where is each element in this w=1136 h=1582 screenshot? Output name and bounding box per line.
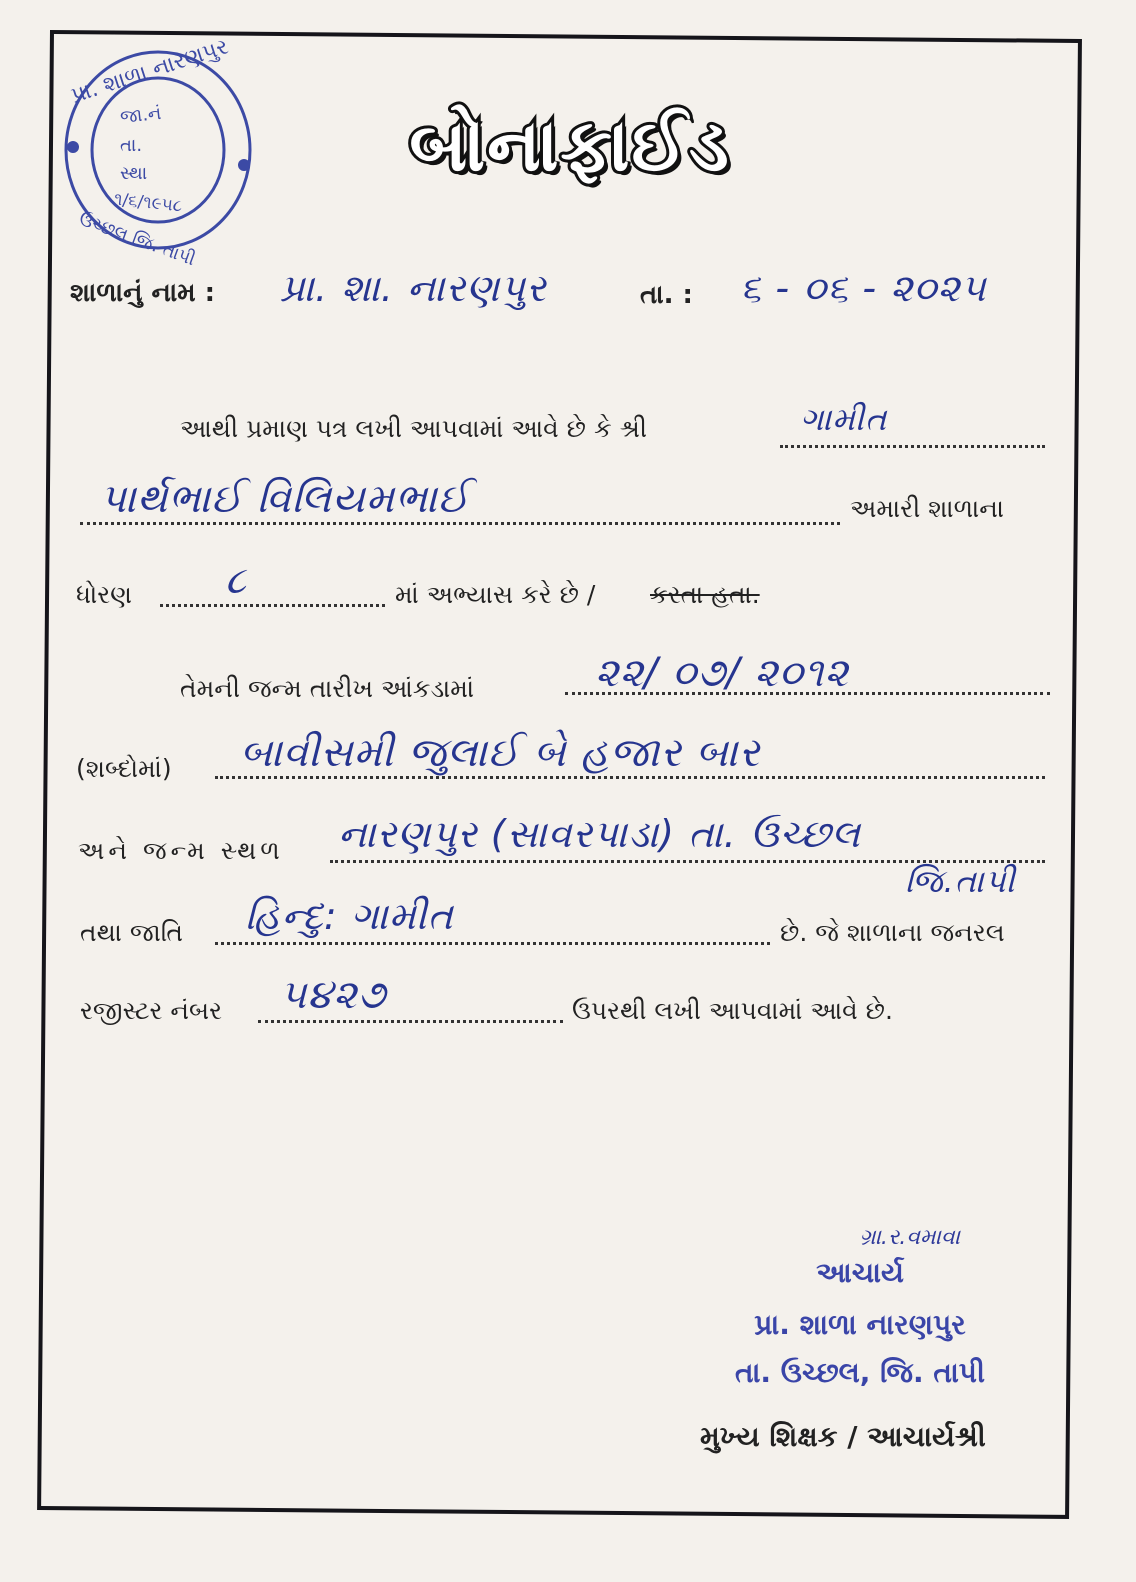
student-prefix-dots bbox=[780, 445, 1045, 448]
stamp-line-2: તા. bbox=[120, 135, 143, 156]
signature-school: પ્રા. શાળા નારણપુર bbox=[754, 1308, 966, 1341]
issued-text: ઉપરથી લખી આપવામાં આવે છે. bbox=[572, 996, 893, 1025]
date-label: તા. : bbox=[640, 280, 693, 310]
studying-text: માં અભ્યાસ કરે છે / bbox=[395, 580, 596, 609]
student-name: પાર્થભાઈ વિલિયમભાઈ bbox=[100, 476, 470, 522]
student-name-dots bbox=[80, 522, 840, 525]
in-words-label: (શબ્દોમાં) bbox=[76, 754, 172, 783]
standard-value: ૮ bbox=[225, 558, 247, 602]
stamp-line-1: જા.નં bbox=[119, 102, 163, 129]
register-dots bbox=[258, 1020, 563, 1023]
school-name-value: પ્રા. શા. નારણપુર bbox=[280, 266, 547, 310]
signatory-title: મુખ્ય શિક્ષક / આચાર્યશ્રી bbox=[700, 1420, 986, 1453]
date-value: ૬ - ૦૬ - ૨૦૨૫ bbox=[740, 266, 987, 310]
school-stamp bbox=[58, 34, 258, 271]
was-studying-text: કરતા હતા. bbox=[650, 580, 760, 609]
stamp-ring-text: પ્રા. શાળા નારણપુર bbox=[68, 34, 232, 109]
dob-in-words: બાવીસમી જુલાઈ બે હજાર બાર bbox=[240, 730, 761, 776]
caste-label: તથા જાતિ bbox=[80, 918, 183, 947]
our-school-text: અમારી શાળાના bbox=[850, 494, 1004, 523]
school-name-label: શાળાનું નામ : bbox=[70, 278, 216, 308]
signature-address: તા. ઉચ્છલ, જિ. તાપી bbox=[735, 1356, 985, 1389]
birthplace-label: અને જન્મ સ્થળ bbox=[78, 836, 284, 865]
page-title: બોનાફાઈડ bbox=[409, 103, 731, 187]
in-words-dots bbox=[215, 776, 1045, 779]
register-number-value: ૫૪૨૭ bbox=[280, 972, 387, 1018]
stamp-line-4: ૧/૬/૧૯૫૮ bbox=[113, 189, 184, 217]
stamp-line-3: સ્થા bbox=[120, 163, 148, 184]
register-number-label: રજીસ્ટર નંબર bbox=[80, 996, 222, 1025]
standard-label: ધોરણ bbox=[76, 580, 132, 609]
principal-role: આચાર્ય bbox=[816, 1256, 904, 1289]
certify-text: આથી પ્રમાણ પત્ર લખી આપવામાં આવે છે કે શ્રી bbox=[180, 414, 648, 443]
student-prefix: ગામીત bbox=[800, 400, 888, 438]
caste-value: હિન્દુ: ગામીત bbox=[245, 894, 454, 938]
standard-dots bbox=[160, 604, 385, 607]
birthplace-value: નારણપુર (સાવરપાડા) તા. ઉચ્છલ bbox=[338, 812, 861, 856]
signature: ગ્રા.ર.વમાવા bbox=[859, 1225, 960, 1250]
dob-label: તેમની જન્મ તારીખ આંકડામાં bbox=[180, 674, 475, 703]
caste-dots bbox=[215, 942, 770, 945]
stamp-ring-bottom: ઉચ્છલ જિ. તાપી bbox=[76, 208, 199, 271]
signature-block bbox=[700, 1225, 1020, 1390]
general-register-text: છે. જે શાળાના જનરલ bbox=[780, 918, 1005, 947]
birthplace-district: જિ.તાપી bbox=[905, 862, 1016, 900]
dob-value: ૨૨/ ૦૭/ ૨૦૧૨ bbox=[595, 650, 849, 696]
